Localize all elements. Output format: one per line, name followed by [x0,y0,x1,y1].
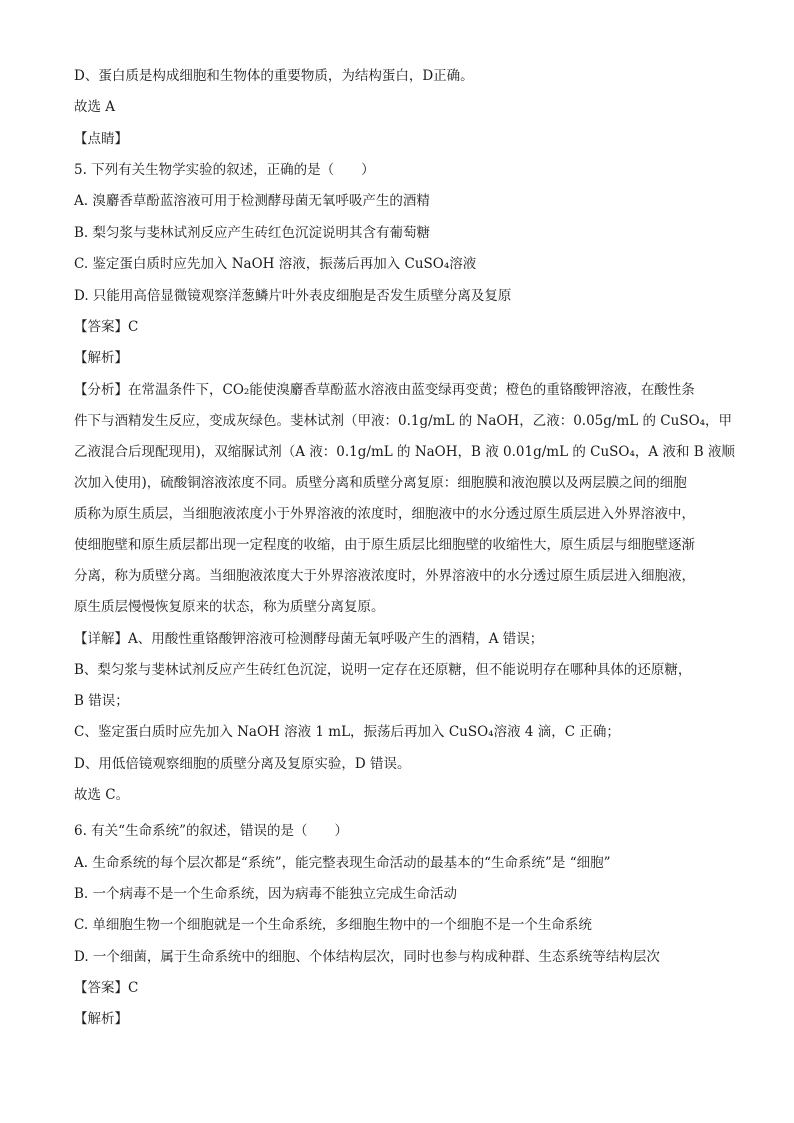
analysis-paragraph-line-5: 质称为原生质层，当细胞液浓度小于外界溶液的浓度时，细胞液中的水分透过原生质层进入外界溶液中， [74,506,695,522]
analysis-paragraph-line-6: 使细胞壁和原生质层都出现一定程度的收缩，由于原生质层比细胞壁的收缩性大，原生质层与细胞壁逐渐 [74,537,695,553]
conclusion-q5: 故选 C。 [74,787,130,803]
question-5-option-c: C. 鉴定蛋白质时应先加入 NaOH 溶液，振荡后再加入 CuSO₄溶液 [74,256,477,272]
analysis-paragraph-line-1: 【分析】在常温条件下，CO₂能使溴麝香草酚蓝水溶液由蓝变绿再变黄；橙色的重铬酸钾溶液，在酸性条 [74,382,695,398]
highlight-heading-q4: 【点睛】 [74,131,128,147]
question-6-option-b: B. 一个病毒不是一个生命系统，因为病毒不能独立完成生命活动 [74,886,458,902]
question-5-analysis-heading: 【解析】 [74,350,128,366]
analysis-paragraph-line-3: 乙液混合后现配现用)，双缩脲试剂（A 液：0.1g/mL 的 NaOH，B 液 0.01g/mL 的 CuSO₄，A 液和 B 液顺 [74,444,735,460]
question-5-option-a: A. 溴麝香草酚蓝溶液可用于检测酵母菌无氧呼吸产生的酒精 [74,193,430,209]
question-6-option-d: D. 一个细菌，属于生命系统中的细胞、个体结构层次，同时也参与构成种群、生态系统等结构层次 [74,949,660,965]
detail-option-c: C、鉴定蛋白质时应先加入 NaOH 溶液 1 mL，振荡后再加入 CuSO₄溶液 4 滴，C 正确； [74,724,620,740]
question-6-option-c: C. 单细胞生物一个细胞就是一个生命系统，多细胞生物中的一个细胞不是一个生命系统 [74,917,592,933]
analysis-paragraph-line-8: 原生质层慢慢恢复原来的状态，称为质壁分离复原。 [74,599,385,615]
detail-option-b-line-1: B、梨匀浆与斐林试剂反应产生砖红色沉淀，说明一定存在还原糖，但不能说明存在哪种具体的还原糖， [74,662,692,678]
analysis-paragraph-line-4: 次加入使用)，硫酸铜溶液浓度不同。质壁分离和质壁分离复原：细胞膜和液泡膜以及两层膜之间的细胞 [74,475,687,491]
option-d-analysis-q4: D、蛋白质是构成细胞和生物体的重要物质，为结构蛋白，D正确。 [74,68,474,84]
conclusion-q4: 故选 A [74,99,116,115]
detail-option-b-line-2: B 错误； [74,693,129,709]
question-5-stem: 5. 下列有关生物学实验的叙述，正确的是（ ） [74,162,375,178]
analysis-paragraph-line-7: 分离，称为质壁分离。当细胞液浓度大于外界溶液浓度时，外界溶液中的水分透过原生质层进入细胞液， [74,568,695,584]
question-6-analysis-heading: 【解析】 [74,1011,128,1027]
detail-option-a: 【详解】A、用酸性重铬酸钾溶液可检测酵母菌无氧呼吸产生的酒精，A 错误； [74,631,544,647]
question-6-answer: 【答案】C [74,980,139,996]
question-5-option-b: B. 梨匀浆与斐林试剂反应产生砖红色沉淀说明其含有葡萄糖 [74,225,431,241]
question-5-option-d: D. 只能用高倍显微镜观察洋葱鳞片叶外表皮细胞是否发生质壁分离及复原 [74,288,512,304]
analysis-paragraph-line-2: 件下与酒精发生反应，变成灰绿色。斐林试剂（甲液：0.1g/mL 的 NaOH，乙液：0.05g/mL 的 CuSO₄，甲 [74,413,733,429]
detail-option-d: D、用低倍镜观察细胞的质壁分离及复原实验，D 错误。 [74,756,411,772]
question-6-option-a: A. 生命系统的每个层次都是“系统”，能完整表现生命活动的最基本的“生命系统”是 “细胞” [74,855,611,871]
question-5-answer: 【答案】C [74,319,139,335]
question-6-stem: 6. 有关“生命系统”的叙述，错误的是（ ） [74,823,348,839]
